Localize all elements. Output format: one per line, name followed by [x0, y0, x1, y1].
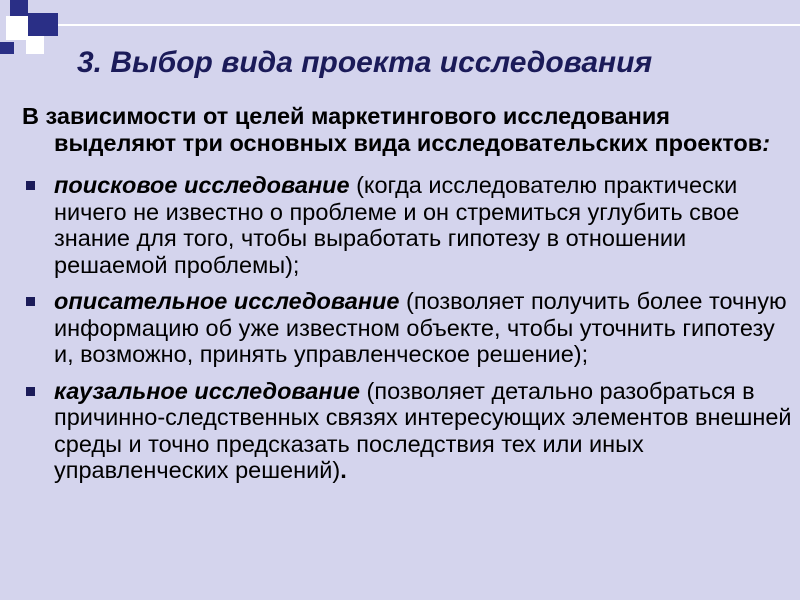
- list-item: [22, 172, 794, 278]
- list-item: [22, 378, 794, 484]
- decor-square: [0, 42, 14, 54]
- slide-body: [22, 103, 794, 494]
- decor-square: [10, 0, 28, 16]
- item-term: каузальное исследование: [54, 377, 360, 404]
- square-bullet-icon: [26, 181, 35, 190]
- list-item: [22, 288, 794, 368]
- intro-colon: :: [762, 129, 771, 156]
- decor-square: [26, 36, 44, 54]
- item-description: (когда исследователю практически ничего не известно о проблеме и он стремиться углубить свое знание для того, чтобы выработать гипотезу в отношении решаемой проблемы);: [54, 172, 740, 278]
- item-description: (позволяет получить более точную информацию об уже известном объекте, чтобы уточнить гипотезу и, возможно, принять управленческое решение);: [54, 288, 787, 367]
- decor-square: [28, 13, 58, 36]
- decor-line: [58, 24, 800, 26]
- intro-text: В зависимости от целей маркетингового исследования выделяют три основных вида исследовательских проектов: [22, 103, 763, 156]
- item-description: (позволяет детально разобраться в причинно-следственных связях интересующих элементов внешней среды и точно предсказать последствия тех или иных управленческих решений): [54, 377, 792, 483]
- slide-title: 3. Выбор вида проекта исследования: [77, 46, 653, 79]
- intro-paragraph: [22, 103, 794, 156]
- project-types-list: [22, 172, 794, 484]
- square-bullet-icon: [26, 387, 35, 396]
- item-end-punctuation: .: [340, 457, 347, 483]
- decor-square: [6, 16, 28, 40]
- square-bullet-icon: [26, 297, 35, 306]
- item-term: поисковое исследование: [54, 172, 350, 198]
- item-term: описательное исследование: [54, 288, 400, 314]
